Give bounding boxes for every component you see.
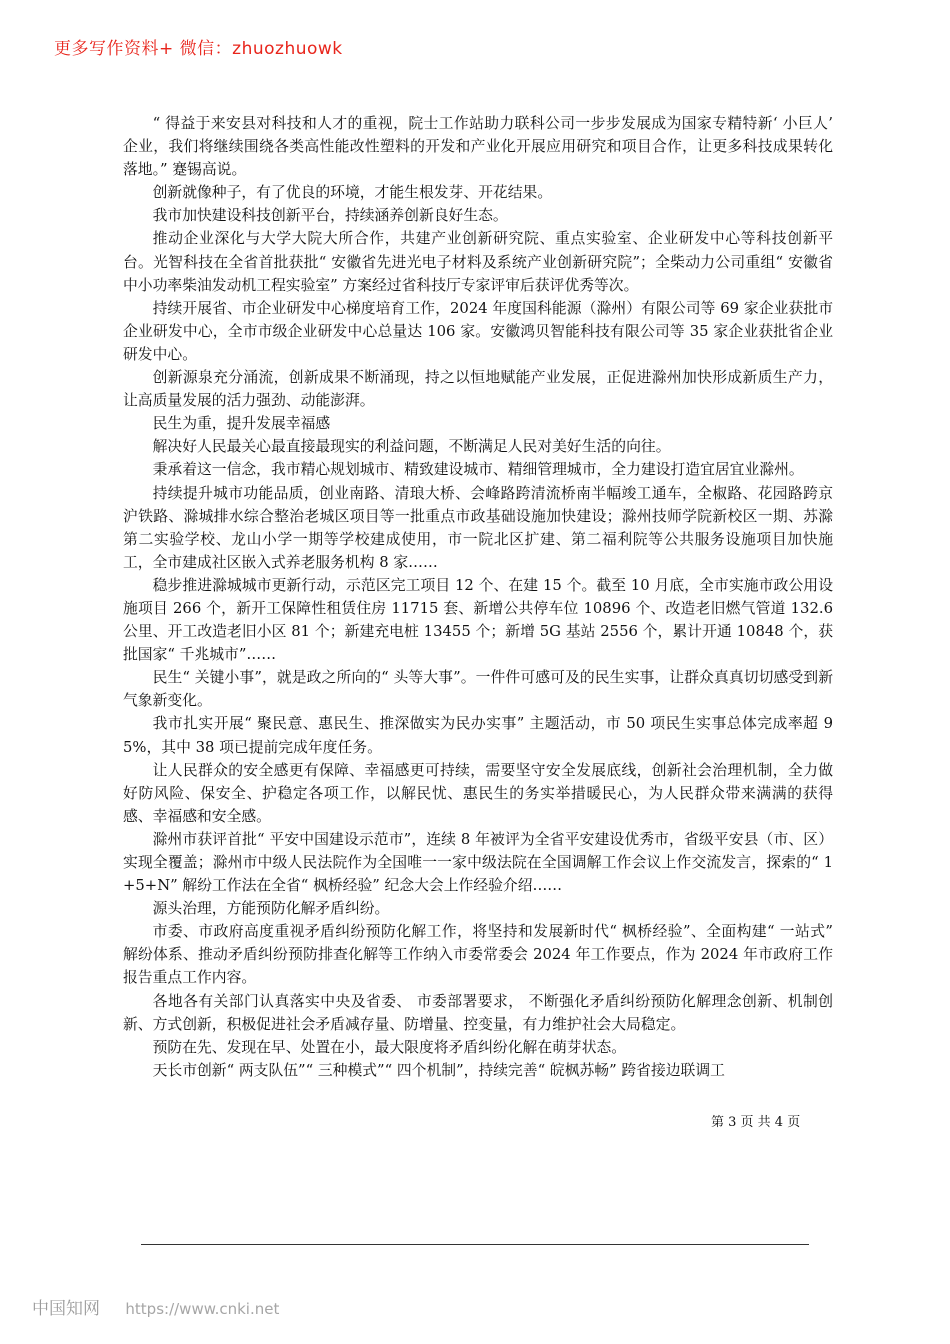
paragraph: 各地各有关部门认真落实中央及省委、 市委部署要求， 不断强化矛盾纠纷预防化解理念创新、机制创新、方式创新，积极促进社会矛盾减存量、防增量、控变量，有力维护社会大局稳定。 [123,992,833,1033]
cnki-watermark [32,1294,279,1319]
paragraph: 让人民群众的安全感更有保障、幸福感更可持续，需要坚守安全发展底线，创新社会治理机制，全力做好防风险、保安全、护稳定各项工作，以解民忧、惠民生的务实举措暖民心，为人民群众带来满满的获得感、幸福感和安全感。 [123,761,833,825]
paragraph: “ 得益于来安县对科技和人才的重视，院士工作站助力联科公司一步步发展成为国家专精特新‘ 小巨人’ 企业，我们将继续围绕各类高性能改性塑料的开发和产业化开展应用研究和项目合作，让更多科技成果转化落地。” 蹇锡高说。 [123,115,833,179]
footer-divider [141,1244,809,1245]
paragraph: 持续开展省、市企业研发中心梯度培育工作，2024 年度国科能源（滁州）有限公司等 69 家企业获批市企业研发中心，全市市级企业研发中心总量达 106 家。安徽鸿贝智能科技有限公司等 35 家企业获批省企业研发中心。 [123,299,833,363]
paragraph: 市委、市政府高度重视矛盾纠纷预防化解工作，将坚持和发展新时代“ 枫桥经验”、全面构建“ 一站式” 解纷体系、推动矛盾纠纷预防排查化解等工作纳入市委常委会 2024 年工作要点，作为 2024 年市政府工作报告重点工作内容。 [123,923,833,987]
section-heading: 民生为重，提升发展幸福感 [152,415,331,433]
article-body [123,112,833,1082]
paragraph: 天长市创新“ 两支队伍”“ 三种模式”“ 四个机制”，持续完善“ 皖枫苏畅” 跨省接边联调工 [152,1061,725,1079]
paragraph: 创新就像种子，有了优良的环境，才能生根发芽、开花结果。 [152,184,553,202]
paragraph: 我市扎实开展“ 聚民意、惠民生、推深做实为民办实事” 主题活动，市 50 项民生实事总体完成率超 95%，其中 38 项已提前完成年度任务。 [123,715,833,756]
cnki-url[interactable]: https://www.cnki.net [125,1300,280,1318]
paragraph: 我市加快建设科技创新平台，持续涵养创新良好生态。 [152,207,508,225]
paragraph: 民生“ 关键小事”，就是政之所向的“ 头等大事”。一件件可感可及的民生实事，让群众真真切切感受到新气象新变化。 [123,669,833,710]
paragraph: 持续提升城市功能品质，创业南路、清琅大桥、会峰路跨清流桥南半幅竣工通车，全椒路、花园路跨京沪铁路、滁城排水综合整治老城区项目等一批重点市政基础设施加快建设；滁州技师学院新校区一期、苏滁第二实验学校、龙山小学一期等学校建成使用，市一院北区扩建、第二福利院等公共服务设施项目加快施工，全市建成社区嵌入式养老服务机构 8 家…… [123,484,833,571]
paragraph: 稳步推进滁城城市更新行动，示范区完工项目 12 个、在建 15 个。截至 10 月底，全市实施市政公用设施项目 266 个，新开工保障性租赁住房 11715 套、新增公共停车位 10896 个、改造老旧燃气管道 132.6 公里、开工改造老旧小区 81 个；新建充电桩 13455 个；新增 5G 基站 2556 个，累计开通 10848 个，获批国家“ 千兆城市”…… [123,576,833,664]
paragraph: 预防在先、发现在早、处置在小，最大限度将矛盾纠纷化解在萌芽状态。 [152,1038,627,1056]
paragraph: 创新源泉充分涌流，创新成果不断涌现，持之以恒地赋能产业发展，正促进滁州加快形成新质生产力，让高质量发展的活力强劲、动能澎湃。 [123,369,833,410]
paragraph: 解决好人民最关心最直接最现实的利益问题，不断满足人民对美好生活的向往。 [152,438,671,456]
paragraph: 秉承着这一信念，我市精心规划城市、精致建设城市、精细管理城市，全力建设打造宜居宜业滁州。 [152,461,804,479]
paragraph: 滁州市获评首批“ 平安中国建设示范市”，连续 8 年被评为全省平安建设优秀市，省级平安县（市、区）实现全覆盖；滁州市中级人民法院作为全国唯一一家中级法院在全国调解工作会议上作交流发言，探索的“ 1+5+N” 解纷工作法在全省“ 枫桥经验” 纪念大会上作经验介绍…… [123,830,833,895]
promo-header[interactable]: 更多写作资料+ 微信：zhuozhuowk [54,39,343,59]
page-number: 第 3 页 共 4 页 [711,1115,801,1130]
paragraph: 源头治理，方能预防化解矛盾纠纷。 [152,900,390,918]
cnki-logo-text: 中国知网 [32,1299,100,1319]
paragraph: 推动企业深化与大学大院大所合作，共建产业创新研究院、重点实验室、企业研发中心等科技创新平台。光智科技在全省首批获批“ 安徽省先进光电子材料及系统产业创新研究院”；全柴动力公司重组“ 安徽省中小功率柴油发动机工程实验室” 方案经过省科技厅专家评审后获评优秀等次。 [123,230,833,294]
